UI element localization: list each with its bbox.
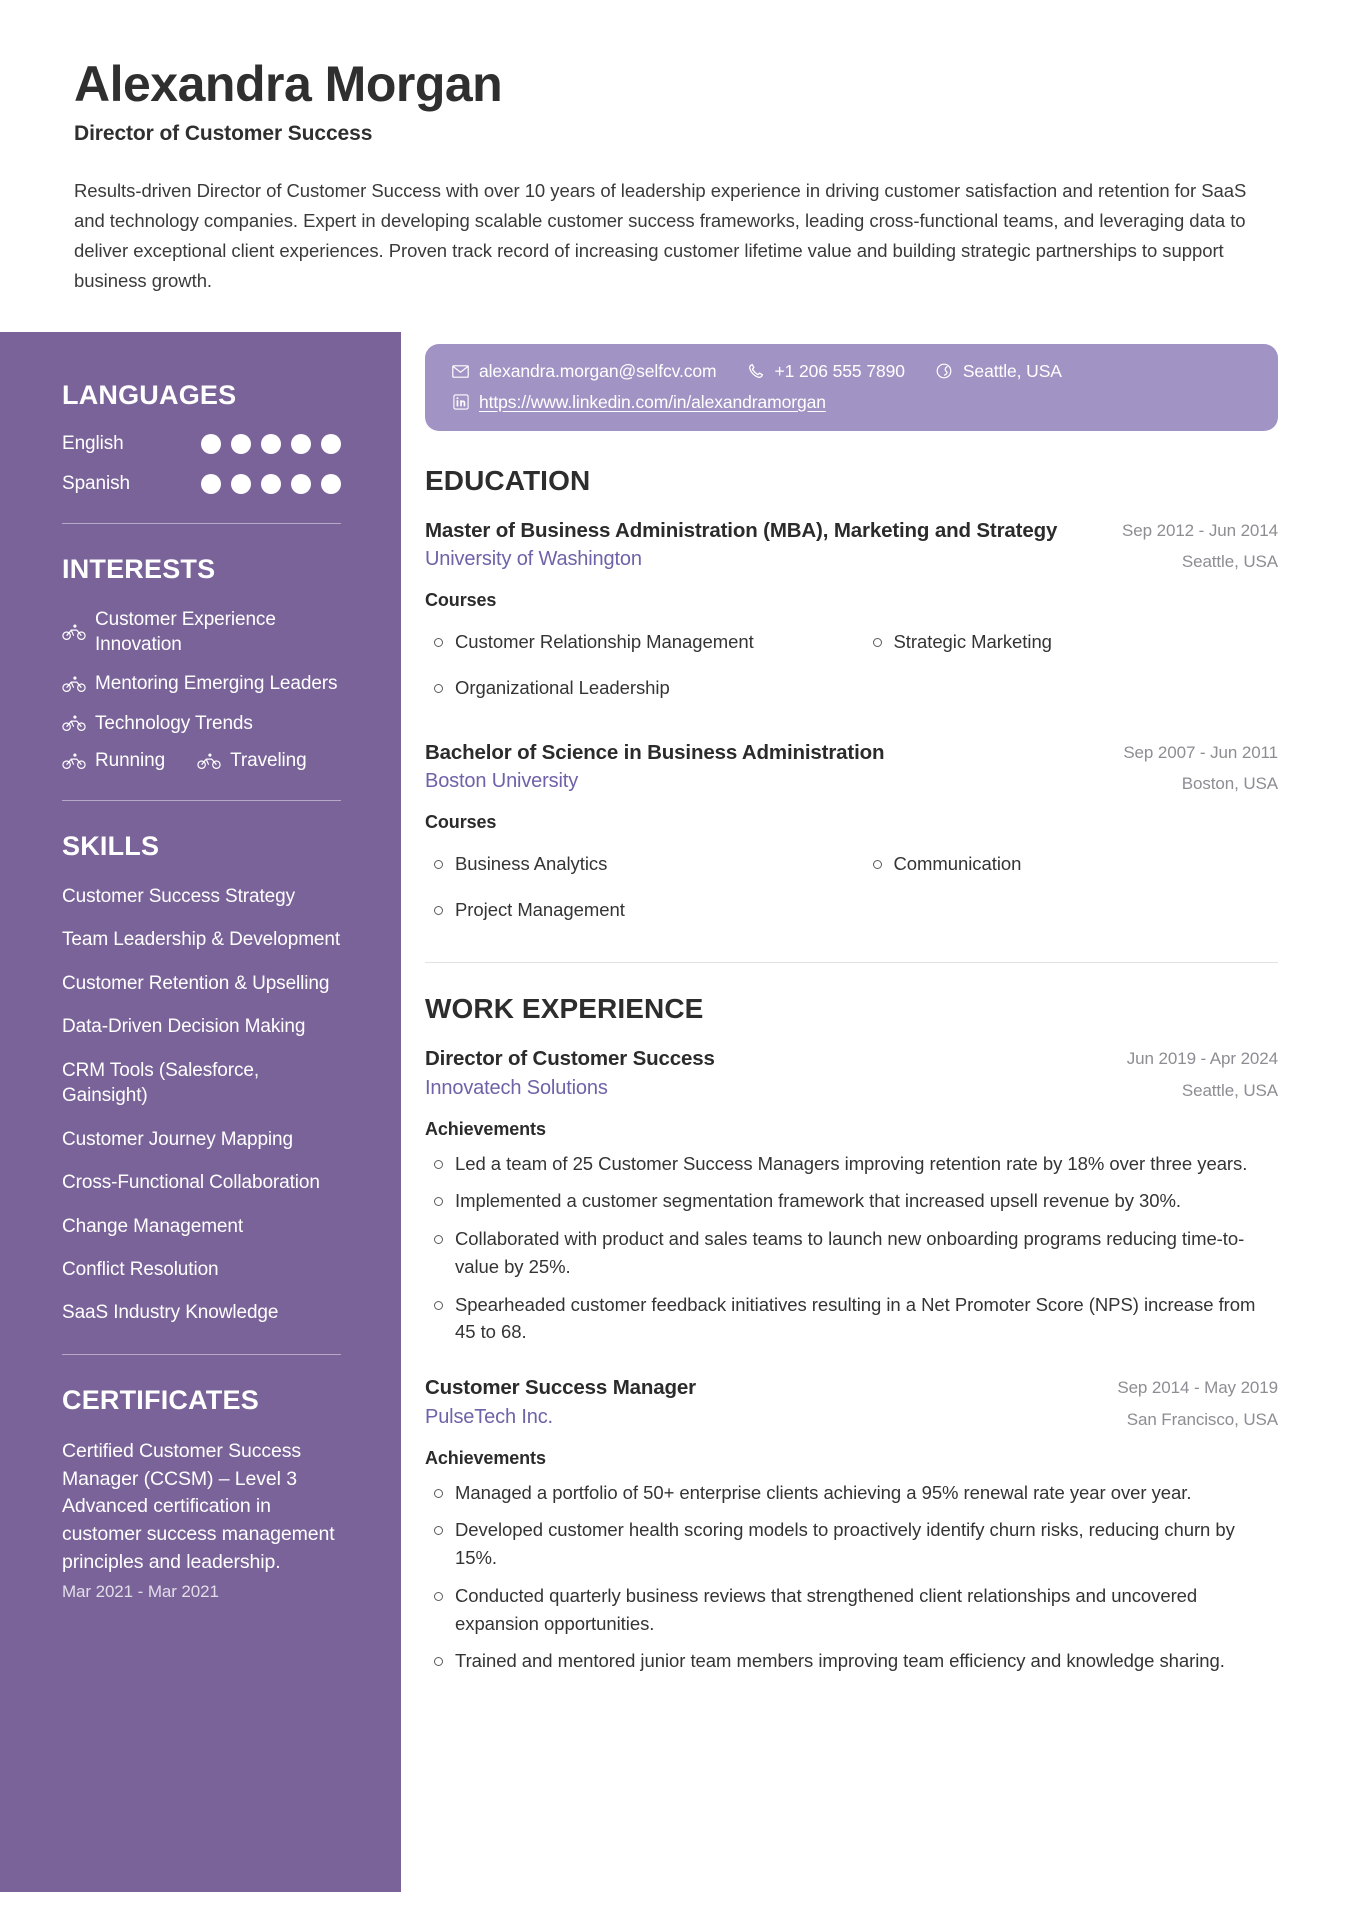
bicycle-icon: [62, 675, 86, 693]
course-item: Project Management: [425, 896, 840, 924]
globe-pin-icon: [935, 362, 954, 381]
skill-item: Customer Journey Mapping: [62, 1128, 293, 1150]
level-dot: [201, 474, 221, 494]
resume-body: [0, 332, 1350, 1892]
sidebar-section-interests: [62, 554, 341, 772]
sidebar-divider: [62, 523, 341, 524]
level-dot: [321, 434, 341, 454]
achievements-list: [425, 1479, 1278, 1676]
contact-phone-text: +1 206 555 7890: [774, 360, 905, 381]
interest-label: Running: [95, 749, 166, 771]
course-item: Communication: [864, 850, 1279, 878]
skill-item: Change Management: [62, 1215, 244, 1237]
skills-heading: SKILLS: [62, 830, 160, 861]
interest-item: [62, 671, 341, 696]
level-dot: [261, 434, 281, 454]
level-dot: [231, 474, 251, 494]
language-level-dots: [201, 434, 341, 454]
education-location: Seattle, USA: [1181, 552, 1278, 572]
bicycle-icon: [62, 623, 86, 641]
contact-location: [935, 361, 1062, 382]
contact-linkedin[interactable]: [451, 392, 826, 413]
work-entry: [425, 1374, 1278, 1675]
level-dot: [321, 474, 341, 494]
contact-linkedin-text[interactable]: https://www.linkedin.com/in/alexandramorgan: [479, 391, 826, 412]
work-entry-header: [425, 1374, 1278, 1402]
page-title: Alexandra Morgan: [74, 56, 503, 112]
courses-list: [425, 619, 1278, 711]
language-name: Spanish: [62, 472, 130, 494]
contact-email[interactable]: [451, 361, 716, 382]
skill-item: SaaS Industry Knowledge: [62, 1302, 279, 1324]
sidebar-section-skills: [62, 831, 341, 1326]
level-dot: [291, 474, 311, 494]
work-title: WORK EXPERIENCE: [425, 993, 704, 1025]
professional-summary: Results-driven Director of Customer Success with over 10 years of leadership experience in driving customer satisfaction and retention for SaaS and technology companies. Expert in developing scalable customer success frameworks, leading cross-functional teams, and leveraging data to deliver exceptional client experiences. Proven track record of increasing customer lifetime value and building strategic partnerships to support business growth.: [74, 180, 1247, 291]
course-item: Strategic Marketing: [864, 628, 1279, 656]
education-date: Sep 2007 - Jun 2011: [1123, 742, 1278, 762]
job-role: Director of Customer Success: [425, 1047, 715, 1071]
achievements-label: Achievements: [425, 1118, 546, 1139]
education-entry: [425, 739, 1278, 933]
education-entry-subheader: [425, 548, 1278, 572]
skill-item: Cross-Functional Collaboration: [62, 1172, 320, 1194]
contact-location-text: Seattle, USA: [962, 360, 1062, 381]
contact-phone[interactable]: [746, 361, 904, 382]
level-dot: [201, 434, 221, 454]
company-name: PulseTech Inc.: [425, 1405, 553, 1428]
language-level-dots: [201, 474, 341, 494]
certificate-description: Certified Customer Success Manager (CCSM) – Level 3 Advanced certification in customer success management principles and leadership.: [62, 1439, 335, 1573]
section-education: [425, 465, 1278, 933]
phone-icon: [746, 362, 765, 381]
bicycle-icon: [62, 714, 86, 732]
interest-label: Customer Experience Innovation: [95, 608, 276, 656]
section-divider: [425, 962, 1278, 963]
work-entry-header: [425, 1045, 1278, 1073]
skill-item: Customer Retention & Upselling: [62, 972, 330, 994]
work-date: Jun 2019 - Apr 2024: [1126, 1049, 1278, 1069]
linkedin-icon: [451, 393, 470, 412]
achievements-label: Achievements: [425, 1447, 546, 1468]
achievement-item: Conducted quarterly business reviews that strengthened client relationships and uncovered expansion opportunities.: [425, 1582, 1278, 1638]
education-entry: [425, 517, 1278, 711]
courses-label: Courses: [425, 590, 497, 611]
section-work-experience: [425, 993, 1278, 1675]
interests-heading: INTERESTS: [62, 553, 216, 584]
school-name: Boston University: [425, 769, 579, 792]
work-location: Seattle, USA: [1181, 1080, 1278, 1100]
courses-list: [425, 841, 1278, 933]
sidebar: [0, 332, 401, 1892]
contact-email-text: alexandra.morgan@selfcv.com: [479, 360, 717, 381]
sidebar-section-languages: [62, 380, 341, 495]
achievement-item: Developed customer health scoring models to proactively identify churn risks, reducing churn by 15%.: [425, 1516, 1278, 1572]
level-dot: [231, 434, 251, 454]
contact-bar: [425, 344, 1278, 431]
interest-label: Traveling: [230, 749, 307, 771]
education-date: Sep 2012 - Jun 2014: [1122, 520, 1278, 540]
school-name: University of Washington: [425, 548, 642, 571]
languages-heading: LANGUAGES: [62, 379, 237, 410]
skill-item: CRM Tools (Salesforce, Gainsight): [62, 1059, 260, 1107]
education-entry-subheader: [425, 770, 1278, 794]
work-location: San Francisco, USA: [1126, 1409, 1278, 1429]
education-entry-header: [425, 739, 1278, 767]
sidebar-divider: [62, 800, 341, 801]
courses-label: Courses: [425, 811, 497, 832]
sidebar-divider: [62, 1354, 341, 1355]
achievement-item: Spearheaded customer feedback initiatives resulting in a Net Promoter Score (NPS) increase from 45 to 68.: [425, 1291, 1278, 1347]
achievement-item: Led a team of 25 Customer Success Managers improving retention rate by 18% over three years.: [425, 1150, 1278, 1178]
interest-item: [62, 607, 341, 658]
certificates-heading: CERTIFICATES: [62, 1384, 259, 1415]
certificate-item: [62, 1438, 341, 1602]
skill-item: Customer Success Strategy: [62, 885, 295, 907]
degree-name: Master of Business Administration (MBA), Marketing and Strategy: [425, 518, 1058, 542]
interest-item: [62, 711, 341, 736]
skill-item: Conflict Resolution: [62, 1259, 219, 1281]
bicycle-icon: [62, 752, 86, 770]
work-entry-subheader: [425, 1077, 1278, 1101]
achievement-item: Collaborated with product and sales teams to launch new onboarding programs reducing time-to-value by 25%.: [425, 1225, 1278, 1281]
degree-name: Bachelor of Science in Business Administration: [425, 740, 885, 764]
achievements-list: [425, 1150, 1278, 1347]
job-role: Customer Success Manager: [425, 1376, 696, 1400]
job-title: Director of Customer Success: [74, 122, 373, 145]
education-location: Boston, USA: [1181, 773, 1278, 793]
course-item: Customer Relationship Management: [425, 628, 840, 656]
level-dot: [261, 474, 281, 494]
interest-item-row: [62, 750, 341, 772]
skill-item: Team Leadership & Development: [62, 929, 341, 951]
course-item: Organizational Leadership: [425, 674, 840, 702]
level-dot: [291, 434, 311, 454]
language-name: English: [62, 432, 124, 454]
achievement-item: Trained and mentored junior team members improving team efficiency and knowledge sharing.: [425, 1647, 1278, 1675]
envelope-icon: [451, 362, 470, 381]
sidebar-section-certificates: [62, 1385, 341, 1602]
education-title: EDUCATION: [425, 464, 591, 496]
achievement-item: Managed a portfolio of 50+ enterprise clients achieving a 95% renewal rate year over year.: [425, 1479, 1278, 1507]
course-item: Business Analytics: [425, 850, 840, 878]
certificate-date: Mar 2021 - Mar 2021: [62, 1582, 219, 1602]
main-content: [401, 332, 1350, 1892]
interest-label: Technology Trends: [95, 712, 253, 734]
bicycle-icon: [197, 752, 221, 770]
company-name: Innovatech Solutions: [425, 1076, 608, 1099]
work-date: Sep 2014 - May 2019: [1117, 1378, 1278, 1398]
interest-label: Mentoring Emerging Leaders: [95, 673, 338, 695]
contact-line-primary: [451, 361, 1252, 382]
achievement-item: Implemented a customer segmentation framework that increased upsell revenue by 30%.: [425, 1187, 1278, 1215]
work-entry-subheader: [425, 1406, 1278, 1430]
work-entry: [425, 1045, 1278, 1346]
language-row: [62, 473, 341, 495]
language-row: [62, 433, 341, 455]
contact-line-secondary: [451, 392, 1252, 413]
skill-item: Data-Driven Decision Making: [62, 1016, 306, 1038]
education-entry-header: [425, 517, 1278, 545]
resume-header: [0, 0, 1350, 296]
